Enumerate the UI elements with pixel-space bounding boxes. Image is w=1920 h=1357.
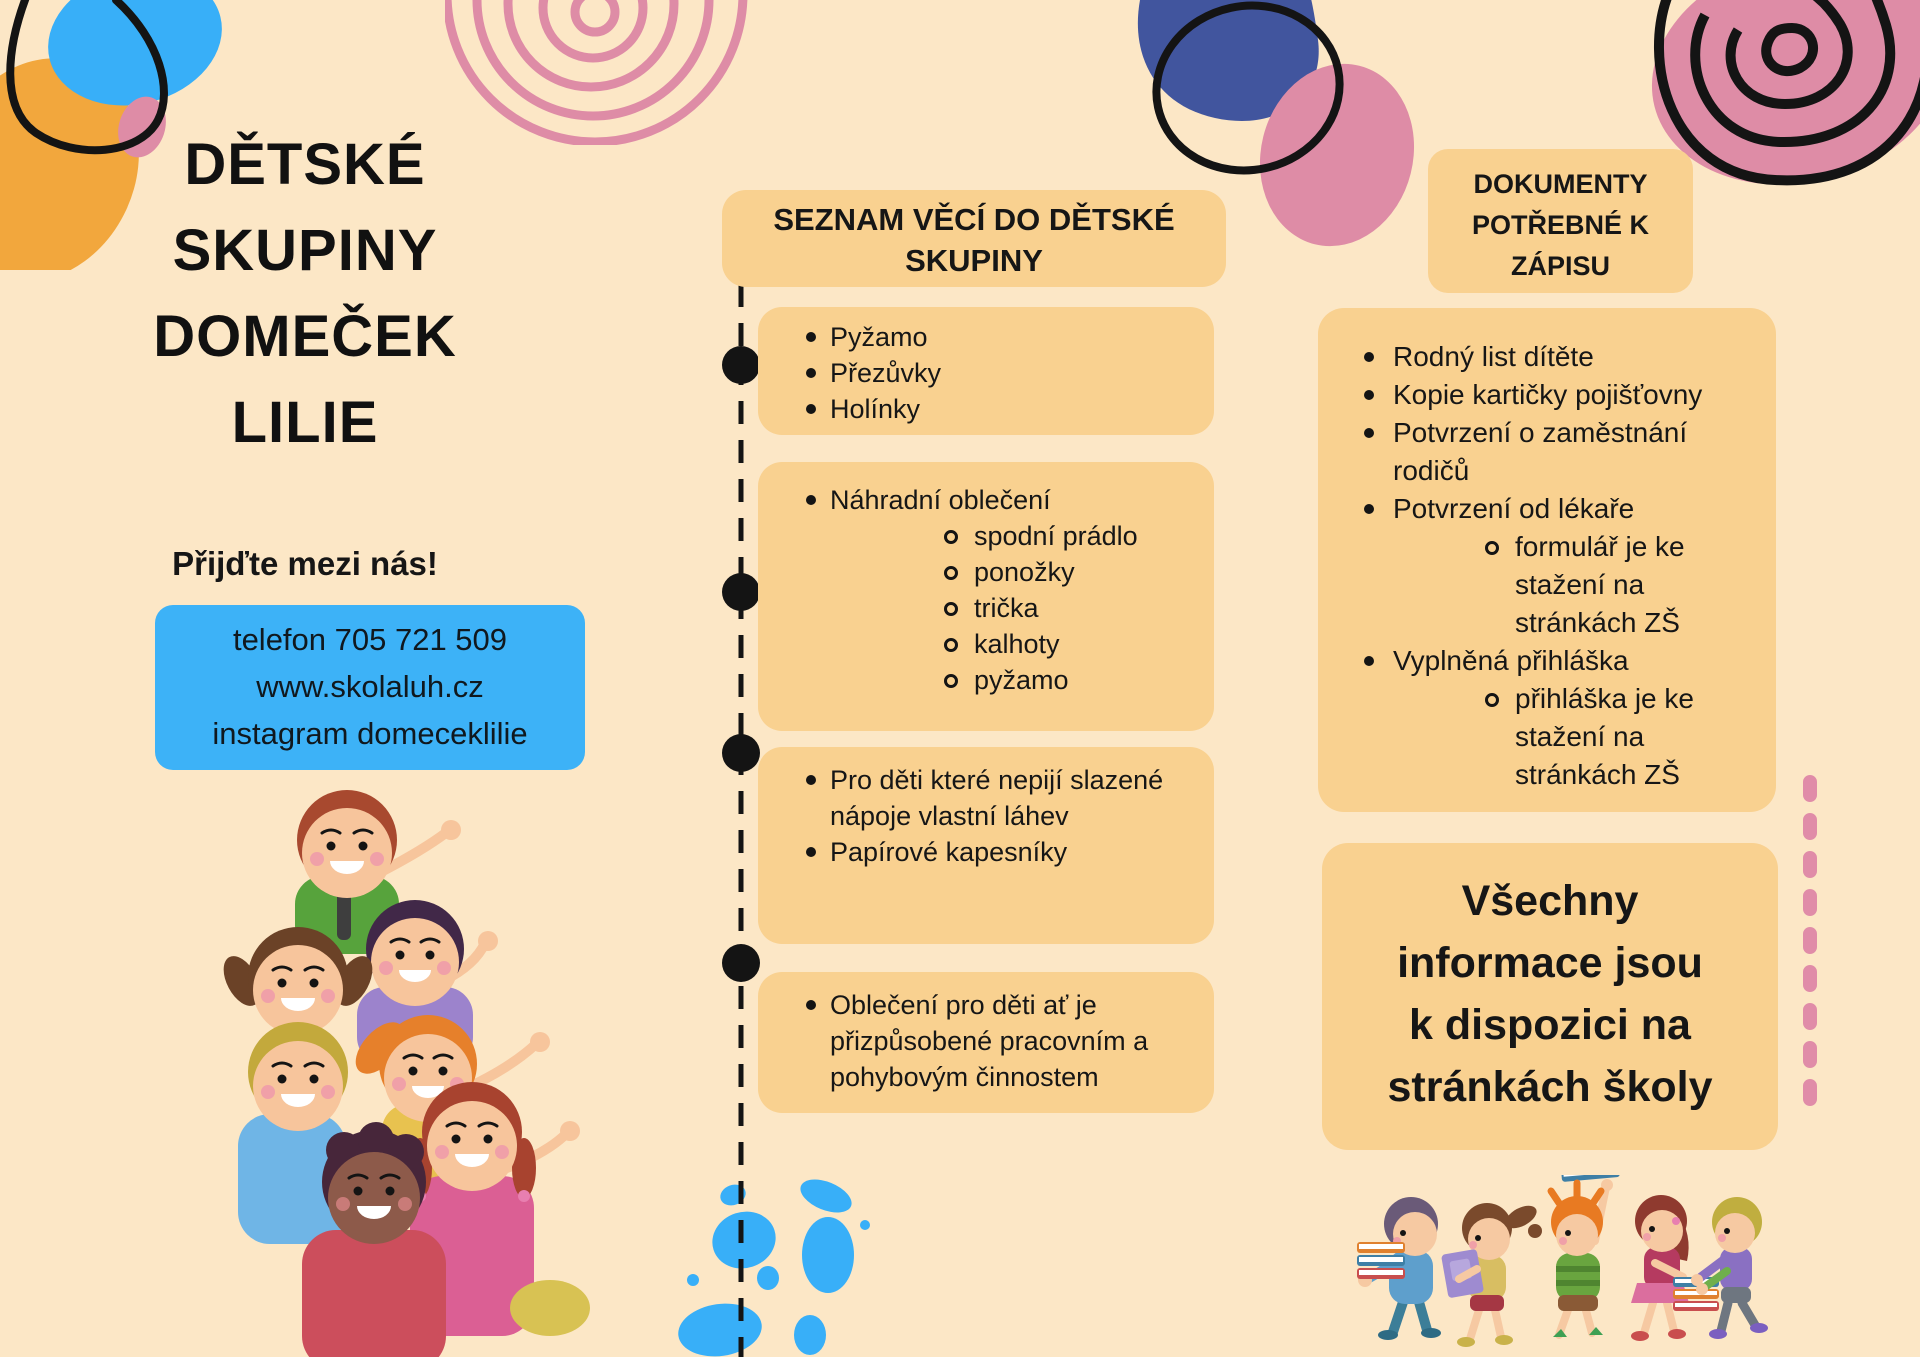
dashed-timeline-decoration (735, 284, 747, 1357)
list-item: Holínky (758, 391, 1204, 427)
sub-list-item: přihláška je ke stažení na stránkách ZŠ (1393, 680, 1768, 794)
info-line: stránkách školy (1387, 1063, 1713, 1111)
children-walking-illustration (1350, 1175, 1810, 1357)
timeline-dot (722, 944, 760, 982)
title-line: DĚTSKÉ (184, 132, 426, 197)
items-box-drinks (758, 747, 1214, 944)
title-line: LILIE (231, 390, 379, 455)
sub-list-item: formulář je ke stažení na stránkách ZŠ (1393, 528, 1768, 642)
info-line: informace jsou (1397, 939, 1703, 987)
blue-splatter-decoration (660, 1170, 900, 1357)
list-item (1318, 642, 1768, 794)
header-line: POTŘEBNÉ K (1471, 210, 1650, 240)
items-box-clothing-note (758, 972, 1214, 1113)
info-box (1322, 843, 1778, 1150)
page-title (85, 122, 525, 466)
title-line: DOMEČEK (153, 304, 457, 369)
list-item-label: Vyplněná přihláška (1393, 645, 1629, 676)
sub-list-item: trička (830, 590, 1204, 626)
contact-phone: telefon 705 721 509 (232, 622, 508, 657)
header-line: ZÁPISU (1510, 251, 1610, 281)
contact-instagram: instagram domeceklilie (212, 716, 528, 751)
documents-section-header (1428, 149, 1693, 293)
info-line: Všechny (1461, 877, 1639, 925)
header-line: DOKUMENTY (1473, 169, 1648, 199)
list-item: Pyžamo (758, 319, 1204, 355)
clothes-sublist (830, 518, 1204, 698)
timeline-dot (722, 346, 760, 384)
application-sublist (1393, 680, 1768, 794)
basic-items-list (758, 319, 1204, 427)
list-item: Papírové kapesníky (758, 834, 1204, 870)
contact-website: www.skolaluh.cz (256, 669, 484, 704)
list-item-label: Náhradní oblečení (830, 485, 1051, 515)
sub-list-item: pyžamo (830, 662, 1204, 698)
timeline-dot (722, 573, 760, 611)
clothing-note-list (758, 987, 1204, 1095)
sub-list-item: ponožky (830, 554, 1204, 590)
list-item: Pro děti které nepijí slazené nápoje vlastní láhev (758, 762, 1204, 834)
list-item: Oblečení pro děti ať je přizpůsobené pracovním a pohybovým činnostem (758, 987, 1204, 1095)
items-box-clothes (758, 462, 1214, 731)
sub-list-item: kalhoty (830, 626, 1204, 662)
sub-list-item: spodní prádlo (830, 518, 1204, 554)
subtitle: Přijďte mezi nás! (172, 545, 438, 582)
title-line: SKUPINY (172, 218, 438, 283)
list-item: Rodný list dítěte (1318, 338, 1768, 376)
documents-list (1318, 338, 1768, 794)
drinks-list (758, 762, 1204, 870)
timeline-dot (722, 734, 760, 772)
items-box-basic (758, 307, 1214, 435)
doctor-sublist (1393, 528, 1768, 642)
list-item: Potvrzení o zaměstnání rodičů (1318, 414, 1768, 490)
list-item: Přezůvky (758, 355, 1204, 391)
pink-dotted-line-decoration (1796, 770, 1824, 1122)
info-line: k dispozici na (1409, 1001, 1691, 1049)
documents-box (1318, 308, 1776, 812)
middle-section-header: SEZNAM VĚCÍ DO DĚTSKÉ SKUPINY (722, 190, 1226, 287)
children-pyramid-illustration (130, 760, 630, 1357)
list-item (758, 482, 1204, 698)
list-item (1318, 490, 1768, 642)
clothes-list (758, 482, 1204, 698)
list-item: Kopie kartičky pojišťovny (1318, 376, 1768, 414)
list-item-label: Potvrzení od lékaře (1393, 493, 1635, 524)
contact-box (155, 605, 585, 770)
